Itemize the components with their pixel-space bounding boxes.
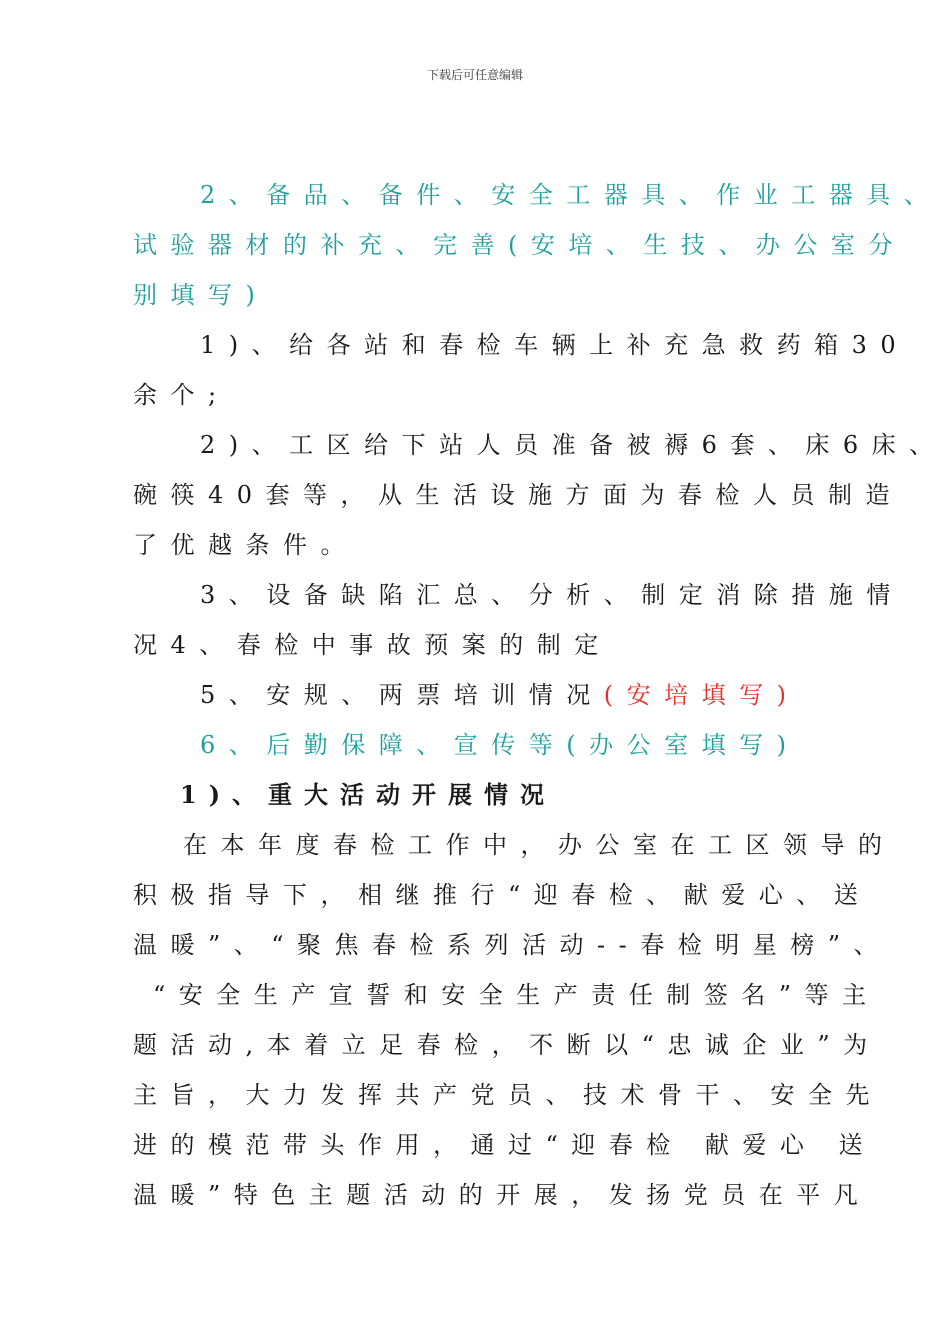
item-1-text: 1)、给各站和春检车辆上补充急救药箱30: [200, 331, 910, 359]
paragraph-line-3: 温暖”、“聚焦春检系列活动--春检明星榜”、: [133, 931, 892, 959]
item-2-cont: 碗筷40套等，从生活设施方面为春检人员制造: [133, 481, 904, 509]
item-1-cont: 余个;: [133, 381, 230, 409]
paragraph-line-8: 温暖”特色主题活动的开展，发扬党员在平凡: [133, 1181, 872, 1209]
section-6-heading: 6、后勤保障、宣传等(办公室填写): [200, 731, 800, 759]
section-3-4-text: 况4、春检中事故预案的制定: [133, 631, 612, 659]
section-heading-2-cont: 试验器材的补充、完善(安培、生技、办公室分: [133, 231, 906, 259]
paragraph-line-5: 题活动,本着立足春检，不断以“忠诚企业”为: [133, 1031, 881, 1059]
section-heading-2-end: 别填写): [133, 281, 269, 309]
item-2-end: 了优越条件。: [133, 531, 358, 559]
item-2-text: 2)、工区给下站人员准备被褥6套、床6床、: [200, 431, 947, 459]
paragraph-line-1: 在本年度春检工作中，办公室在工区领导的: [183, 831, 896, 859]
page-header-note: 下载后可任意编辑: [426, 68, 523, 82]
paragraph-line-4: “安全生产宣誓和安全生产责任制签名”等主: [153, 981, 880, 1009]
section-5-line: [200, 680, 800, 710]
section-5-note: (安培填写): [603, 681, 800, 709]
paragraph-line-2: 积极指导下，相继推行“迎春检、献爱心、送: [133, 881, 872, 909]
paragraph-line-6: 主旨，大力发挥共产党员、技术骨干、安全先: [133, 1081, 883, 1109]
section-5-text: 5、安规、两票培训情况: [200, 681, 604, 709]
paragraph-line-7: 进的模范带头作用，通过“迎春检 献爱心 送: [133, 1131, 877, 1159]
section-heading-2: 2、备品、备件、安全工器具、作业工器具、: [200, 181, 942, 209]
subsection-1-heading: 1)、重大活动开展情况: [180, 780, 557, 809]
section-3-text: 3、设备缺陷汇总、分析、制定消除措施情: [200, 581, 904, 609]
